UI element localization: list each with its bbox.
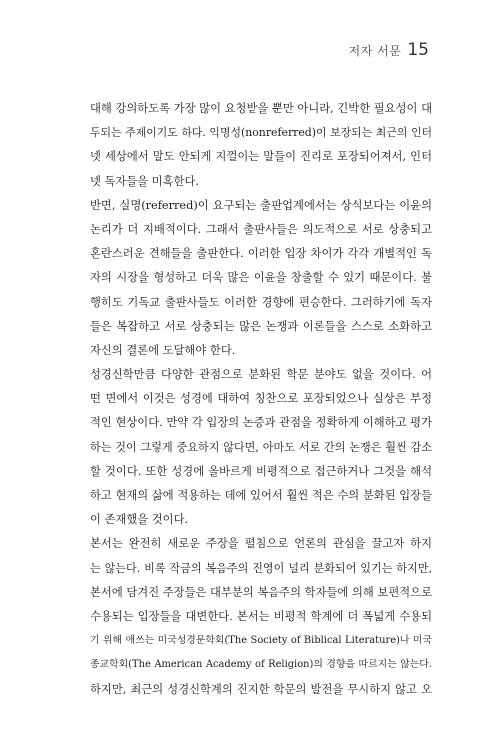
text-line: 떤 면에서 이것은 성경에 대하여 칭찬으로 포장되었으나 실상은 부정 [90,392,432,406]
text-line: 하지만, 최근의 성경신학계의 진지한 학문의 발전을 무시하지 않고 오 [90,682,432,696]
text-line: 넷 세상에서 말도 안되게 지껄이는 말들이 진리로 포장되어져서, 인터 [90,150,432,164]
text-line: 기 위해 애쓰는 미국성경문학회(The Society of Biblical Literature)나 미국 [90,635,432,647]
text-line: 자신의 결론에 도달해야 한다. [90,343,236,357]
text-line: 종교학회(The American Academy of Religion)의 경향을 따르지는 않는다. [90,659,432,671]
text-line: 혼란스러운 견해들을 출판한다. 이러한 입장 차이가 각각 개별적인 독 [90,247,432,261]
section-title: 저자 서문 [348,44,402,58]
text-line: 대해 강의하도록 가장 많이 요청받을 뿐만 아니라, 긴박한 필요성이 대 [90,102,432,115]
text-line: 들은 복잡하고 서로 상충되는 많은 논쟁과 이론들을 스스로 소화하고 [90,319,432,333]
text-line: 이 존재했을 것이다. [90,513,189,527]
text-line: 수용되는 입장들을 대변한다. 본서는 비평적 학계에 더 폭넓게 수용되 [90,609,432,623]
running-header [349,40,429,60]
text-line: 반면, 실명(referred)이 요구되는 출판업계에서는 상식보다는 이윤의 [90,198,432,212]
text-line: 성경신학만큼 다양한 관점으로 분화된 학문 분야도 없을 것이다. 어 [90,368,432,382]
text-line: 자의 시장을 형성하고 더욱 많은 이윤을 창출할 수 있기 때문이다. 불 [90,271,432,285]
text-line: 행히도 기독교 출판사들도 이러한 경향에 편승한다. 그러하기에 독자 [90,295,432,309]
text-line: 는 않는다. 비록 작금의 복음주의 진영이 널리 분화되어 있기는 하지만, [90,561,432,575]
text-line: 적인 현상이다. 만약 각 입장의 논증과 관점을 정확하게 이해하고 평가 [90,416,432,430]
text-line: 하는 것이 그렇게 중요하지 않다면, 아마도 서로 간의 논쟁은 훨씬 감소 [90,440,432,454]
text-line: 할 것이다. 또한 성경에 올바르게 비평적으로 접근하거나 그것을 해석 [90,464,432,478]
text-line: 본서에 담겨진 주장들은 대부분의 복음주의 학자들에 의해 보편적으로 [90,585,432,599]
page-number: 15 [407,40,429,60]
text-line: 논리가 더 지배적이다. 그래서 출판사들은 의도적으로 서로 상충되고 [90,222,432,236]
text-line: 하고 현재의 삶에 적용하는 데에 있어서 훨씬 적은 수의 분화된 입장들 [90,489,432,502]
text-line: 본서는 완전히 새로운 주장을 펼침으로 언론의 관심을 끌고자 하지 [90,537,432,551]
text-line: 두되는 주제이기도 하다. 익명성(nonreferred)이 보장되는 최근의 인터 [90,126,432,140]
text-line: 넷 독자들을 미혹한다. [90,174,199,188]
body-text [90,97,432,702]
